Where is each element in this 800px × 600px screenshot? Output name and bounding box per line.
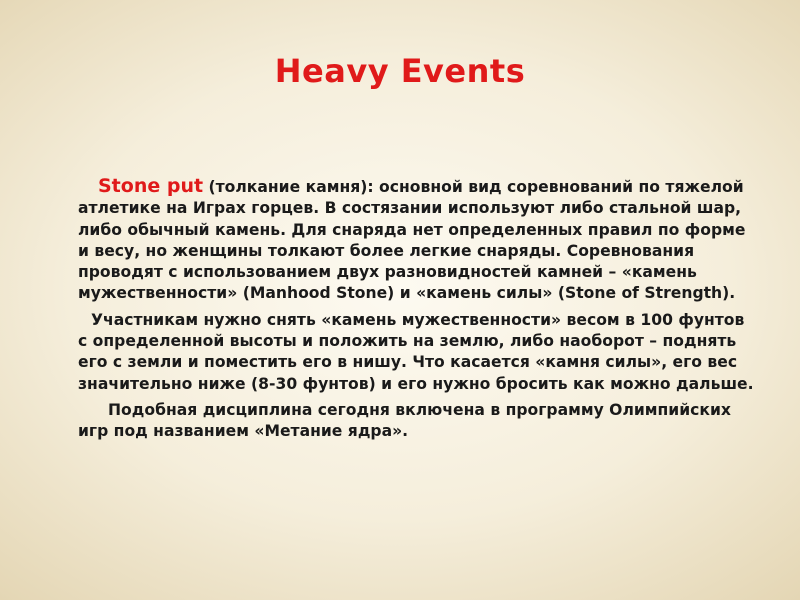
slide-title: Heavy Events (274, 52, 526, 90)
paragraph-stone-put (78, 176, 754, 305)
paragraph-manhood-stone (78, 310, 754, 395)
term-stone-put: Stone put (98, 175, 204, 197)
slide-body (78, 176, 754, 448)
paragraph-1-text: (толкание камня): основной вид соревнований по тяжелой атлетике на Играх горцев. В состязании используют либо стальной шар, либо обычный камень. Для снаряда нет определенных правил по форме и весу, но женщины толкают более легкие снаряды. Соревнования проводят с использованием двух разновидностей камней – «камень мужественности» (Manhood Stone) и «камень силы» (Stone of Strength). (78, 178, 746, 303)
paragraph-3-text: Подобная дисциплина сегодня включена в программу Олимпийских игр под названием «Метание ядра». (78, 400, 731, 441)
paragraph-2-text: Участникам нужно снять «камень мужественности» весом в 100 фунтов с определенной высоты и положить на землю, либо наоборот – поднять его с земли и поместить его в нишу. Что касается «камня силы», его вес значительно ниже (8-30 фунтов) и его нужно бросить как можно дальше. (78, 310, 754, 393)
paragraph-olympic (78, 400, 754, 443)
